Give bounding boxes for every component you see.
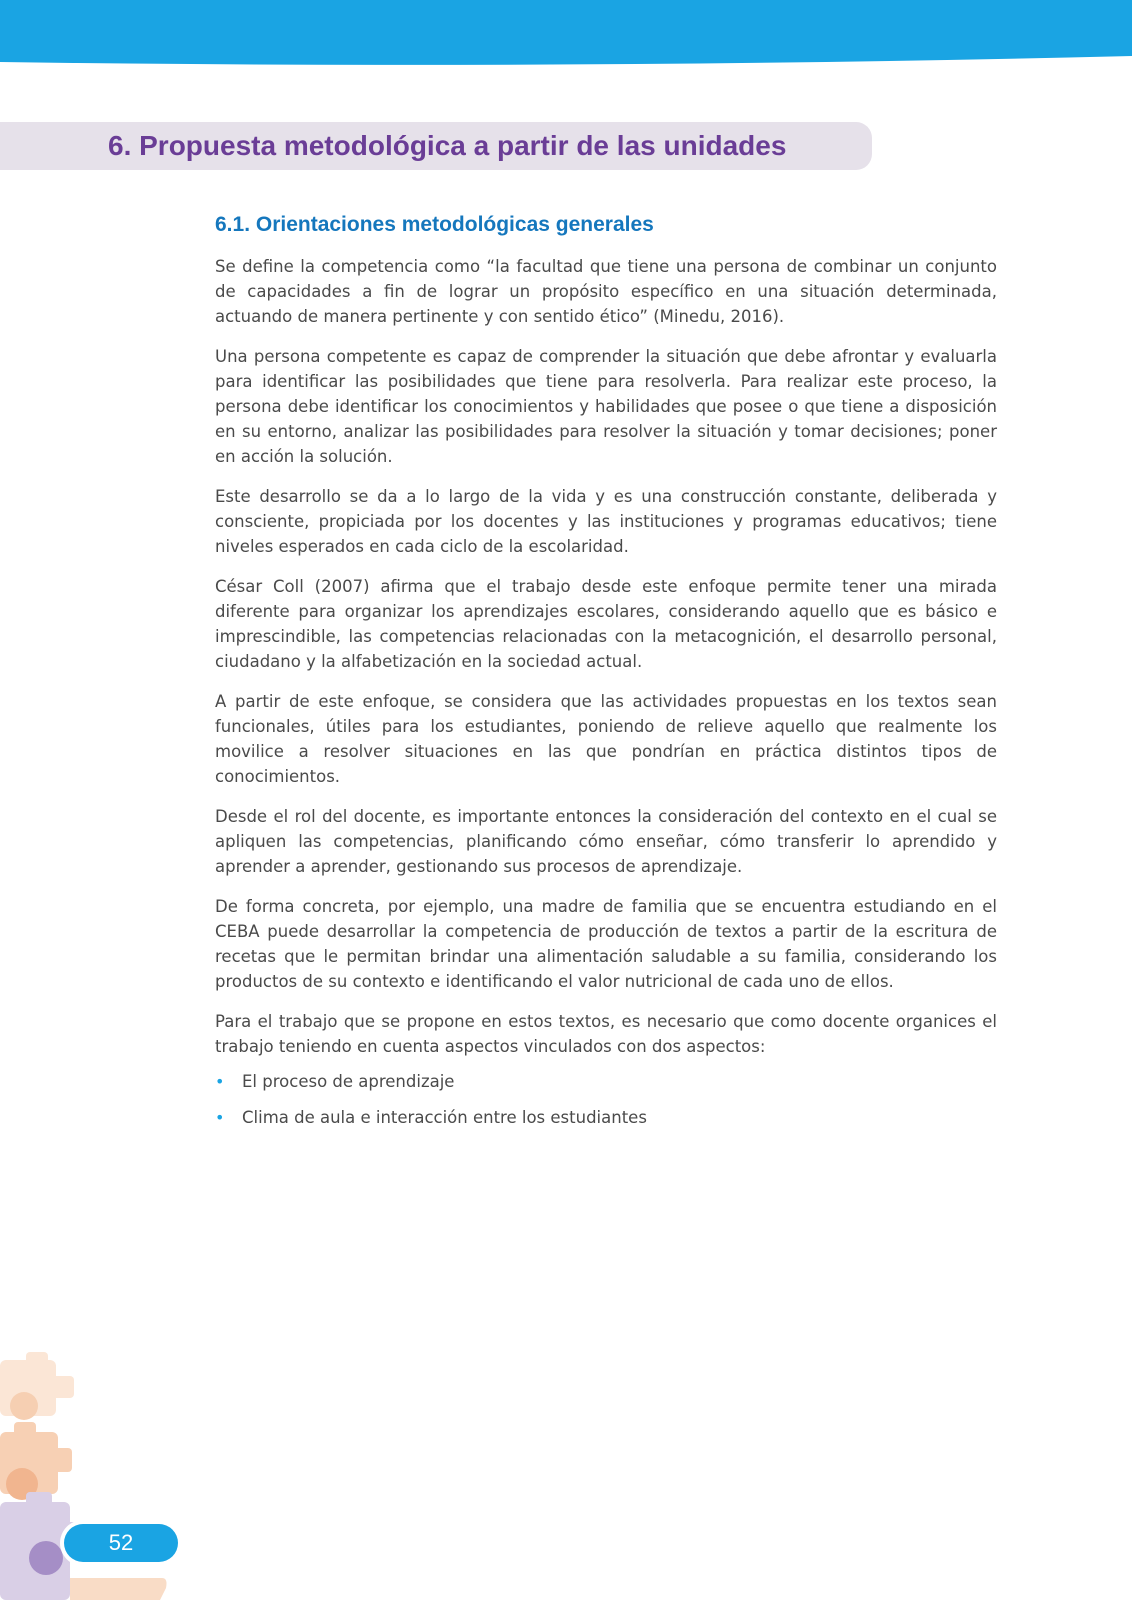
bullet-icon: •	[215, 1072, 225, 1091]
puzzle-gears-icon	[0, 1352, 180, 1600]
list-item	[215, 1105, 997, 1130]
body-paragraph: Se define la competencia como “la facultad que tiene una persona de combinar un conjunto de capacidades a fin de lograr un propósito específico en una situación determinada, actuando de manera pertinente y con sentido ético” (Minedu, 2016).	[215, 257, 997, 326]
list-item-text: Clima de aula e interacción entre los estudiantes	[242, 1108, 647, 1127]
section-title: 6.1. Orientaciones metodológicas generales	[215, 213, 654, 236]
body-content	[215, 254, 997, 1141]
bullet-icon: •	[215, 1108, 225, 1127]
body-paragraph: Una persona competente es capaz de comprender la situación que debe afrontar y evaluarla para identificar las posibilidades que tiene para resolverla. Para realizar este proceso, la persona debe identificar los conocimientos y habilidades que posee o que tiene a disposición en su entorno, analizar las posibilidades para resolver la situación y tomar decisiones; poner en acción la solución.	[215, 347, 997, 466]
list-item	[215, 1069, 997, 1094]
page-number: 52	[108, 1530, 134, 1555]
list-item-text: El proceso de aprendizaje	[242, 1072, 455, 1091]
chapter-title: 6. Propuesta metodológica a partir de las unidades	[108, 130, 787, 161]
top-color-band	[0, 0, 1132, 66]
page-number-tab	[64, 1524, 178, 1562]
body-paragraph: César Coll (2007) afirma que el trabajo desde este enfoque permite tener una mirada diferente para organizar los aprendizajes escolares, considerando aquello que es básico e imprescindible, las competencias relacionadas con la metacognición, el desarrollo personal, ciudadano y la alfabetización en la sociedad actual.	[215, 577, 997, 671]
body-paragraph: Para el trabajo que se propone en estos textos, es necesario que como docente organices el trabajo teniendo en cuenta aspectos vinculados con dos aspectos:	[215, 1012, 997, 1056]
bullet-list	[215, 1069, 997, 1130]
body-paragraph: De forma concreta, por ejemplo, una madre de familia que se encuentra estudiando en el CEBA puede desarrollar la competencia de producción de textos a partir de la escritura de recetas que le permitan brindar una alimentación saludable a su familia, considerando los productos de su contexto e identificando el valor nutricional de cada uno de ellos.	[215, 897, 997, 991]
body-paragraph: Este desarrollo se da a lo largo de la vida y es una construcción constante, deliberada y consciente, propiciada por los docentes y las instituciones y programas educativos; tiene niveles esperados en cada ciclo de la escolaridad.	[215, 487, 997, 556]
body-paragraph: A partir de este enfoque, se considera que las actividades propuestas en los textos sean funcionales, útiles para los estudiantes, poniendo de relieve aquello que realmente los movilice a resolver situaciones en las que pondrían en práctica distintos tipos de conocimientos.	[215, 692, 997, 786]
body-paragraph: Desde el rol del docente, es importante entonces la consideración del contexto en el cual se apliquen las competencias, planificando cómo enseñar, cómo transferir lo aprendido y aprender a aprender, gestionando sus procesos de aprendizaje.	[215, 807, 997, 876]
